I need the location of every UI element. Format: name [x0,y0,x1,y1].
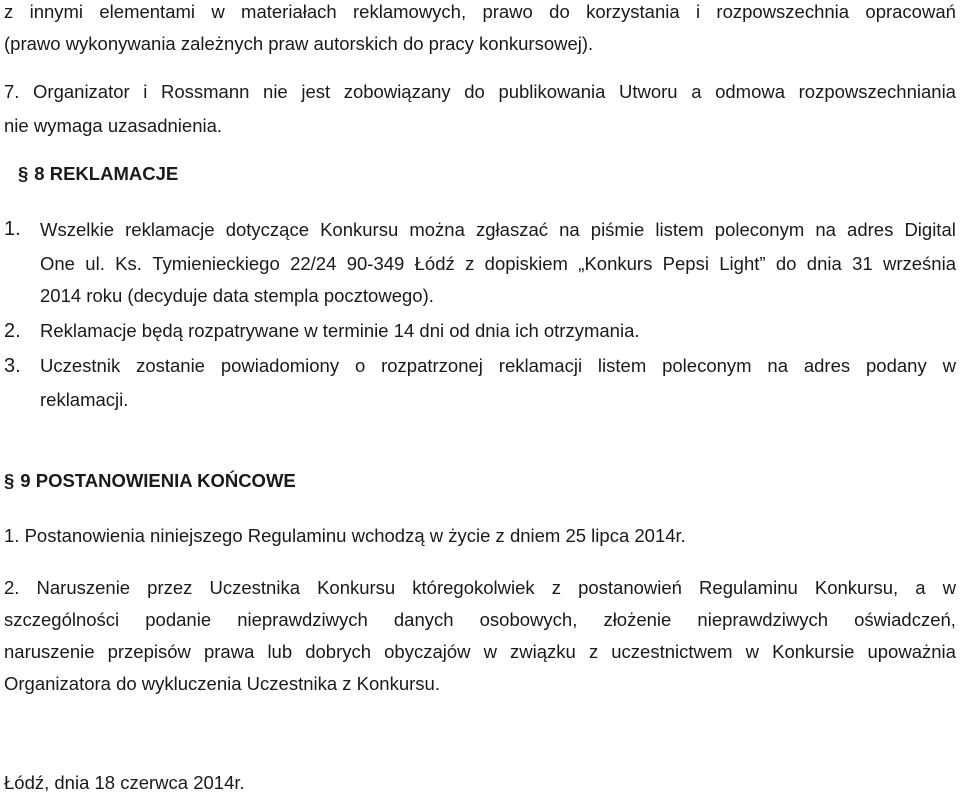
word: a [691,81,702,102]
word: z [465,253,475,274]
section-8-title: 8 REKLAMACJE [34,163,179,184]
word: w [483,641,497,662]
item7-line-1 [4,80,956,104]
word: Uczestnik [40,355,121,376]
word: Naruszenie [36,577,131,598]
word: z [588,641,599,662]
word: 31 [852,253,873,274]
word: przepisów [107,641,191,662]
paragraph-sign: § [4,470,15,491]
word: dopiskiem [484,253,568,274]
word: Konkursu, [814,577,899,598]
word: powiadomiony [220,355,340,376]
word: reklamacje [125,219,215,240]
word: materiałach [241,1,337,22]
word: „Konkurs [578,253,653,274]
reklamacje-item-1-line-2 [40,252,956,276]
word: Łódź [414,253,455,274]
word: podany [866,355,927,376]
word: rozpowszechnia [716,1,850,22]
word: prawo [482,1,533,22]
word: adres [847,219,894,240]
section-9-title: 9 POSTANOWIENIA KOŃCOWE [20,470,296,491]
word: zostanie [136,355,205,376]
word: Pepsi [662,253,709,274]
word: 7. [4,81,20,102]
word: rozpatrzonej [381,355,483,376]
word: a [915,577,926,598]
word: oświadczeń, [854,609,956,630]
word: Ks. [115,253,142,274]
word: Organizator [33,81,130,102]
word: do [549,1,570,22]
word: lub [267,641,293,662]
word: w [942,577,956,598]
word: odmowa [715,81,786,102]
word: One [40,253,75,274]
word: w [745,641,760,662]
word: Uczestnika [209,577,300,598]
word: nieprawdziwych [237,609,368,630]
word: w [942,355,956,376]
word: postanowień [578,577,682,598]
word: nieprawdziwych [697,609,829,630]
word: nie [263,81,288,102]
section-8-heading [18,162,178,186]
postanowienia-item-2-line-2 [4,608,956,632]
word: Digital [904,219,956,240]
word: zobowiązany [343,81,451,102]
reklamacje-item-1-line-1 [40,218,956,242]
word: 22/24 [290,253,337,274]
word: piśmie [590,219,645,240]
place-and-date: Łódź, dnia 18 czerwca 2014r. [4,772,245,793]
word: adres [803,355,851,376]
word: osobowych, [479,609,578,630]
postanowienia-item-1: 1. Postanowienia niniejszego Regulaminu wchodzą w życie z dniem 25 lipca 2014r. [4,525,686,546]
word: i [143,81,148,102]
postanowienia-item-2-line-4: Organizatora do wykluczenia Uczestnika z Konkursu. [4,673,440,694]
word: z [551,577,561,598]
word: ul. [85,253,105,274]
word: na [815,219,836,240]
word: uczestnictwem [611,641,733,662]
word: na [559,219,580,240]
word: Rossmann [161,81,250,102]
word: upoważnia [867,641,956,662]
word: września [883,253,956,274]
word: dotyczące [225,219,309,240]
word: 90-349 [346,253,405,274]
reklamacje-item-3-number: 3. [4,355,21,377]
word: listem [597,355,647,376]
word: zgłaszać [476,219,548,240]
word: Regulaminu [699,577,798,598]
word: opracowań [865,1,956,22]
word: dobrych [305,641,372,662]
word: dnia [806,253,842,274]
intro-line-2: (prawo wykonywania zależnych praw autorskich do pracy konkursowej). [4,33,594,54]
word: któregokolwiek [412,577,535,598]
reklamacje-item-2-number: 2. [4,320,21,342]
paragraph-sign: § [18,163,29,184]
reklamacje-item-2-line-1: Reklamacje będą rozpatrywane w terminie 14 dni od dnia ich otrzymania. [40,320,640,341]
word: przez [147,577,193,598]
word: innymi [29,1,84,22]
word: podanie [145,609,212,630]
word: publikowania [498,81,606,102]
section-9-heading [4,469,296,493]
word: poleconym [662,355,752,376]
word: na [767,355,788,376]
word: do [464,81,485,102]
word: Konkursu [317,577,396,598]
word: 2. [4,577,20,598]
word: Utworu [619,81,678,102]
word: Wszelkie [40,219,115,240]
item7-line-2: nie wymaga uzasadnienia. [4,115,223,136]
word: o [354,355,366,376]
word: Tymienieckiego [152,253,280,274]
word: można [409,219,465,240]
word: prawa [203,641,255,662]
word: danych [393,609,454,630]
word: reklamacji [498,355,583,376]
document-page [4,0,956,795]
word: złożenie [603,609,672,630]
postanowienia-item-2-line-1 [4,576,956,600]
word: w [211,1,225,22]
word: Konkursu [320,219,399,240]
word: elementami [99,1,196,22]
word: Konkursie [772,641,855,662]
word: reklamowych, [353,1,467,22]
word: Light” [719,253,766,274]
postanowienia-item-2-line-3 [4,640,956,664]
word: i [695,1,701,22]
intro-line-1 [4,0,956,24]
reklamacje-item-1-number: 1. [4,218,21,240]
word: poleconym [714,219,805,240]
reklamacje-item-3-line-1 [40,354,956,378]
word: obyczajów [384,641,471,662]
word: szczególności [4,609,120,630]
reklamacje-item-3-line-2: reklamacji. [40,389,129,410]
word: do [775,253,797,274]
word: listem [655,219,704,240]
word: rozpowszechniania [798,81,956,102]
word: korzystania [586,1,680,22]
reklamacje-item-1-line-3: 2014 roku (decyduje data stempla pocztowego). [40,285,434,306]
word: jest [301,81,331,102]
word: naruszenie [4,641,95,662]
word: z [4,1,14,22]
word: związku [510,641,576,662]
